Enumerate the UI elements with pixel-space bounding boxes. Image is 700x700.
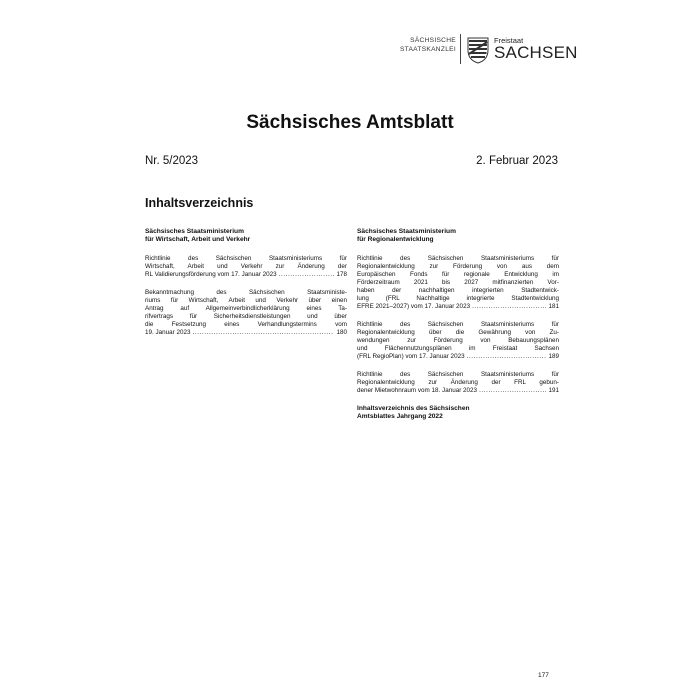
toc-page-number: 191 <box>548 387 559 394</box>
toc-page-number: 189 <box>548 353 559 360</box>
toc-entry-line: riums für Wirtschaft, Arbeit und Verkehr über einen <box>145 297 347 304</box>
ministry-heading-line: für Regionalentwicklung <box>357 236 434 243</box>
toc-extra-heading[interactable] <box>357 405 559 421</box>
toc-entry[interactable] <box>357 321 559 361</box>
ministry-heading-line: Sächsisches Staatsministerium <box>357 228 456 235</box>
toc-entry-line: Regionalentwicklung über die Gewährung von Zu- <box>357 329 559 336</box>
ministry-heading <box>145 228 347 244</box>
toc-entry-line: und Flächennutzungsplänen im Freistaat Sachsen <box>357 345 559 352</box>
toc-entry-line: Richtlinie des Sächsischen Staatsministeriums für <box>357 321 559 328</box>
leader-dots <box>467 353 547 361</box>
issue-number: Nr. 5/2023 <box>145 155 199 167</box>
ministry-heading-line: für Wirtschaft, Arbeit und Verkehr <box>145 236 251 243</box>
toc-entry-line: wendungen zur Förderung von Bebauungsplänen <box>357 337 559 344</box>
toc-extra-line: Inhaltsverzeichnis des Sächsischen <box>357 405 470 412</box>
toc-extra-line: Amtsblattes Jahrgang 2022 <box>357 413 443 420</box>
ministry-heading-line: Sächsisches Staatsministerium <box>145 228 244 235</box>
toc-page-number: 178 <box>336 271 347 278</box>
toc-entry-line: RL Validierungsförderung vom 17. Januar 2023 <box>145 271 277 278</box>
toc-entry-line: 19. Januar 2023 <box>145 329 191 336</box>
toc-entry-line: Regionalentwicklung zur Förderung von aus dem <box>357 263 559 270</box>
toc-heading: Inhaltsverzeichnis <box>145 196 254 210</box>
toc-entry-line: haben der nachhaltigen integrierten Stadtentwick- <box>357 287 559 294</box>
toc-entry-last-line <box>145 329 347 337</box>
toc-right-column <box>357 228 559 421</box>
toc-entry-line: Europäischen Fonds für regionale Entwicklung im <box>357 271 559 278</box>
freistaat-sachsen-logo <box>466 36 578 64</box>
toc-entry-line: rifvertrags für Sicherheitsdienstleistungen und über <box>145 313 347 320</box>
leader-dots <box>479 387 546 395</box>
toc-entry-line: EFRE 2021–2027) vom 17. Januar 2023 <box>357 303 471 310</box>
leader-dots <box>193 329 335 337</box>
toc-entry-last-line <box>357 387 559 395</box>
staatskanzlei-line1: SÄCHSISCHE <box>410 37 456 44</box>
issue-date: 2. Februar 2023 <box>476 155 558 167</box>
toc-entry-last-line <box>357 303 559 311</box>
toc-entry-line: Richtlinie des Sächsischen Staatsministeriums für <box>357 255 559 262</box>
toc-page-number: 181 <box>548 303 559 310</box>
toc-entry-line: Richtlinie des Sächsischen Staatsministeriums für <box>357 371 559 378</box>
toc-entry-line: Regionalentwicklung zur Änderung der FRL gebun- <box>357 379 559 386</box>
toc-entry-line: Förderzeitraum 2021 bis 2027 mitfinanzierten Vor- <box>357 279 559 286</box>
toc-entry-line: lung (FRL Nachhaltige integrierte Stadtentwicklung <box>357 295 559 302</box>
ministry-heading <box>357 228 559 244</box>
toc-entry-line: (FRL RegioPlan) vom 17. Januar 2023 <box>357 353 465 360</box>
toc-entry-line: Richtlinie des Sächsischen Staatsministeriums für <box>145 255 347 262</box>
toc-entry[interactable] <box>357 255 559 311</box>
toc-entry[interactable] <box>145 255 347 279</box>
toc-left-column <box>145 228 347 347</box>
toc-entry-line: Antrag auf Allgemeinverbindlicherklärung eines Ta- <box>145 305 347 312</box>
toc-entry-line: Bekanntmachung des Sächsischen Staatsministe- <box>145 289 347 296</box>
document-title: Sächsisches Amtsblatt <box>246 112 454 133</box>
leader-dots <box>279 271 335 279</box>
toc-entry-last-line <box>357 353 559 361</box>
toc-entry-line: die Festsetzung eines Verhandlungstermins vom <box>145 321 347 328</box>
logo-divider <box>460 34 461 64</box>
toc-page-number: 180 <box>336 329 347 336</box>
toc-entry-line: Wirtschaft, Arbeit und Verkehr zur Änderung der <box>145 263 347 270</box>
toc-entry[interactable] <box>357 371 559 395</box>
toc-entry-last-line <box>145 271 347 279</box>
leader-dots <box>472 303 546 311</box>
toc-entry-line: dener Mietwohnraum vom 18. Januar 2023 <box>357 387 478 394</box>
staatskanzlei-line2: STAATSKANZLEI <box>399 46 456 53</box>
page-number: 177 <box>538 672 549 679</box>
toc-entry[interactable] <box>145 289 347 337</box>
sachsen-label: SACHSEN <box>494 43 578 62</box>
saxony-coat-of-arms-icon <box>466 36 490 64</box>
staatskanzlei-logo <box>394 36 456 54</box>
freistaat-label: Freistaat <box>494 36 524 45</box>
